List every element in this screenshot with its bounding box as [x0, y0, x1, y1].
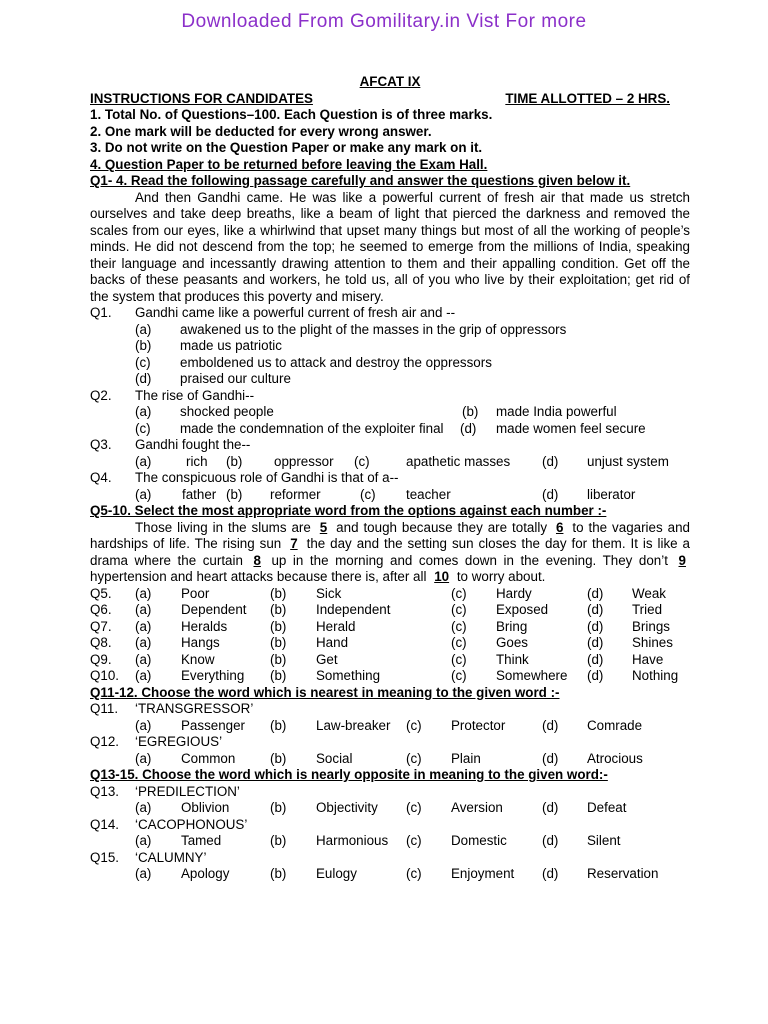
option-text: praised our culture	[180, 371, 291, 386]
section-heading: Q5-10. Select the most appropriate word from the options against each number :-	[90, 503, 607, 518]
question-q14	[90, 817, 690, 834]
option-label: (c)	[360, 486, 376, 502]
option-label: (b)	[270, 618, 287, 634]
option-text: made women feel secure	[496, 420, 646, 436]
question-number: Q15.	[90, 849, 120, 865]
option-label: (c)	[451, 585, 467, 601]
option-row	[90, 718, 690, 735]
option-text: Tried	[632, 602, 663, 617]
option-row	[90, 800, 690, 817]
question-number: Q5.	[90, 585, 112, 601]
option-label: (d)	[460, 420, 477, 436]
option-text: shocked people	[180, 404, 274, 419]
exam-title: AFCAT IX	[359, 74, 421, 89]
option-label: (a)	[135, 602, 152, 617]
option-text: Dependent	[181, 602, 247, 617]
passage-text: up in the morning and comes down in the evening. They don’t	[271, 552, 668, 568]
blank-number: 10	[434, 569, 450, 584]
question-number: Q9.	[90, 651, 112, 667]
option-row	[90, 454, 690, 471]
question-q12	[90, 734, 690, 751]
option-text: Hangs	[181, 635, 220, 650]
option-row	[90, 833, 690, 850]
option-text: Oblivion	[181, 800, 230, 815]
option-text: Get	[316, 651, 338, 667]
option-text: Hand	[316, 635, 349, 650]
option-text: Enjoyment	[451, 866, 515, 881]
option-text: Poor	[181, 585, 210, 601]
question-q15	[90, 850, 690, 867]
section-heading: Q1- 4. Read the following passage carefully and answer the questions given below it.	[90, 173, 631, 188]
option-label: (a)	[135, 651, 152, 667]
option-label: (d)	[587, 602, 604, 617]
option-row	[90, 404, 690, 421]
option-text: Goes	[496, 635, 529, 650]
question-q4	[90, 470, 690, 487]
option-label: (b)	[270, 585, 287, 601]
instruction-item: 3. Do not write on the Question Paper or make any mark on it.	[90, 140, 483, 155]
instruction-item: 4. Question Paper to be returned before leaving the Exam Hall.	[90, 156, 488, 172]
option-label: (b)	[270, 651, 287, 667]
option-label: (d)	[587, 668, 604, 683]
blank-number: 9	[678, 552, 686, 568]
option-row	[90, 635, 690, 652]
question-text: Gandhi fought the--	[135, 437, 251, 452]
option-text: Objectivity	[316, 800, 378, 815]
comprehension-passage: And then Gandhi came. He was like a powerful current of fresh air that made us stretch ourselves and take deep breaths, like a beam of light that pierced the darkness and removed the scales from our eyes, like a whirlwind that upset many things but most of all the working of people’s minds. He did not descend from the top; he seemed to emerge from the millions of India, speaking their language and incessantly drawing attention to them and their appalling condition. Get off the backs of these peasants and workers, he told us, all of you who live by their exploitation; get rid of the system that produces this poverty and misery.	[90, 189, 690, 304]
option-text: Protector	[451, 717, 506, 733]
option-label: (d)	[135, 371, 152, 386]
passage-text: to worry about.	[456, 569, 546, 584]
option-label: (b)	[270, 750, 287, 766]
option-text: Hardy	[496, 585, 532, 601]
time-allotted: TIME ALLOTTED – 2 HRS.	[505, 90, 670, 106]
question-number: Q13.	[90, 783, 120, 799]
cloze-passage	[90, 520, 690, 586]
option-label: (b)	[270, 717, 287, 733]
passage-text: hypertension and heart attacks because there is, after all	[90, 569, 427, 584]
option-label: (b)	[270, 635, 287, 650]
option-label: (d)	[542, 833, 559, 848]
question-number: Q4.	[90, 470, 112, 485]
option-text: emboldened us to attack and destroy the oppressors	[180, 354, 492, 370]
question-paper	[90, 74, 690, 883]
option-text: Everything	[181, 668, 245, 683]
option-row	[90, 355, 690, 372]
option-text: Aversion	[451, 800, 503, 815]
option-label: (d)	[542, 800, 559, 815]
option-row	[90, 866, 690, 883]
option-text: Tamed	[181, 833, 222, 848]
option-label: (d)	[587, 618, 604, 634]
passage-text: to the vagaries and hardships of life. The rising sun	[90, 519, 690, 551]
option-label: (c)	[406, 866, 422, 881]
instructions-heading: INSTRUCTIONS FOR CANDIDATES	[90, 90, 313, 106]
option-row	[90, 487, 690, 504]
option-text: unjust system	[587, 453, 669, 469]
option-text: rich	[186, 453, 208, 469]
question-number: Q6.	[90, 602, 112, 617]
section-heading: Q11-12. Choose the word which is nearest in meaning to the given word :-	[90, 684, 560, 700]
option-label: (c)	[406, 833, 422, 848]
option-text: Something	[316, 668, 381, 683]
option-label: (c)	[451, 651, 467, 667]
question-word: ‘TRANSGRESSOR’	[135, 701, 254, 716]
option-text: Have	[632, 651, 664, 667]
question-q3	[90, 437, 690, 454]
option-row	[90, 668, 690, 685]
question-word: ‘CALUMNY’	[135, 849, 207, 865]
question-q1	[90, 305, 690, 322]
section-heading: Q13-15. Choose the word which is nearly opposite in meaning to the given word:-	[90, 767, 608, 782]
option-text: Silent	[587, 833, 621, 848]
option-text: Law-breaker	[316, 717, 391, 733]
option-text: Shines	[632, 635, 673, 650]
question-q11	[90, 701, 690, 718]
question-word: ‘CACOPHONOUS’	[135, 816, 248, 832]
option-text: Exposed	[496, 602, 549, 617]
option-label: (c)	[354, 453, 370, 469]
instruction-item: 1. Total No. of Questions–100. Each Question is of three marks.	[90, 107, 493, 122]
passage-text: the day and the setting sun closes the day for them. It is like a drama where the curtain	[90, 536, 690, 568]
option-label: (a)	[135, 717, 152, 733]
option-label: (b)	[270, 800, 287, 815]
option-text: Harmonious	[316, 833, 389, 848]
option-row	[90, 421, 690, 438]
option-text: Bring	[496, 618, 528, 634]
option-text: teacher	[406, 486, 451, 502]
option-label: (c)	[135, 354, 151, 370]
question-number: Q14.	[90, 816, 120, 832]
option-text: Independent	[316, 602, 391, 617]
option-text: made India powerful	[496, 404, 617, 419]
option-label: (b)	[270, 866, 287, 881]
option-text: Brings	[632, 618, 670, 634]
option-text: Eulogy	[316, 866, 357, 881]
option-label: (c)	[451, 602, 467, 617]
option-label: (b)	[226, 453, 243, 469]
option-label: (d)	[542, 717, 559, 733]
option-label: (c)	[406, 800, 422, 815]
option-label: (c)	[406, 750, 422, 766]
option-label: (a)	[135, 404, 152, 419]
question-number: Q3.	[90, 437, 112, 452]
question-number: Q7.	[90, 618, 112, 634]
question-number: Q11.	[90, 701, 119, 716]
option-label: (b)	[226, 486, 243, 502]
option-label: (c)	[451, 635, 467, 650]
option-row	[90, 371, 690, 388]
option-row	[90, 602, 690, 619]
option-label: (c)	[451, 618, 467, 634]
option-text: Reservation	[587, 866, 659, 881]
option-label: (b)	[462, 404, 479, 419]
option-text: oppressor	[274, 453, 334, 469]
question-word: ‘EGREGIOUS’	[135, 734, 223, 749]
question-number: Q1.	[90, 305, 112, 320]
option-row	[90, 338, 690, 355]
instructions-header	[90, 91, 690, 108]
option-text: reformer	[270, 486, 321, 502]
option-text: Apology	[181, 866, 230, 881]
question-word: ‘PREDILECTION’	[135, 783, 240, 799]
option-text: made us patriotic	[180, 338, 282, 353]
option-label: (a)	[135, 585, 152, 601]
option-label: (d)	[587, 585, 604, 601]
question-text: Gandhi came like a powerful current of fresh air and --	[135, 305, 456, 320]
option-label: (a)	[135, 635, 152, 650]
option-label: (d)	[542, 453, 559, 469]
option-text: Comrade	[587, 717, 643, 733]
option-text: Atrocious	[587, 750, 643, 766]
option-label: (a)	[135, 750, 152, 766]
question-number: Q8.	[90, 635, 112, 650]
option-label: (b)	[270, 668, 287, 683]
question-q13	[90, 784, 690, 801]
option-label: (c)	[406, 717, 422, 733]
question-q2	[90, 388, 690, 405]
option-text: Think	[496, 651, 529, 667]
watermark-banner: Downloaded From Gomilitary.in Vist For more	[181, 11, 587, 32]
option-row	[90, 586, 690, 603]
option-text: Defeat	[587, 800, 627, 815]
option-row	[90, 619, 690, 636]
option-label: (a)	[135, 618, 152, 634]
option-row	[90, 652, 690, 669]
option-label: (c)	[451, 668, 467, 683]
option-text: liberator	[587, 486, 636, 502]
option-label: (c)	[135, 420, 151, 436]
option-row	[90, 751, 690, 768]
option-text: Nothing	[632, 668, 679, 683]
option-label: (b)	[270, 602, 287, 617]
option-label: (a)	[135, 800, 152, 815]
option-label: (a)	[135, 833, 152, 848]
option-text: Heralds	[181, 618, 228, 634]
blank-number: 7	[290, 536, 298, 551]
passage-text: Those living in the slums are	[135, 519, 311, 535]
option-label: (d)	[542, 486, 559, 502]
blank-number: 5	[319, 519, 328, 535]
option-text: Plain	[451, 750, 481, 766]
blank-number: 6	[555, 519, 564, 535]
option-text: Common	[181, 750, 236, 766]
option-text: awakened us to the plight of the masses in the grip of oppressors	[180, 321, 567, 337]
option-text: Know	[181, 651, 215, 667]
option-text: Social	[316, 750, 353, 766]
option-label: (a)	[135, 453, 152, 469]
option-label: (b)	[270, 833, 287, 848]
question-number: Q2.	[90, 387, 112, 403]
option-label: (a)	[135, 486, 152, 502]
option-label: (b)	[135, 338, 152, 353]
option-label: (a)	[135, 668, 152, 683]
option-text: apathetic masses	[406, 453, 511, 469]
option-label: (d)	[587, 651, 604, 667]
blank-number: 8	[253, 552, 261, 568]
question-number: Q12.	[90, 734, 120, 749]
option-text: Sick	[316, 585, 342, 601]
option-text: made the condemnation of the exploiter final	[180, 420, 444, 436]
question-number: Q10.	[90, 668, 120, 683]
option-label: (a)	[135, 321, 152, 337]
question-text: The rise of Gandhi--	[135, 387, 255, 403]
option-label: (a)	[135, 866, 152, 881]
option-row	[90, 322, 690, 339]
option-label: (d)	[542, 750, 559, 766]
option-text: father	[182, 486, 217, 502]
question-text: The conspicuous role of Gandhi is that of a--	[135, 470, 399, 485]
option-label: (d)	[542, 866, 559, 881]
option-text: Somewhere	[496, 668, 568, 683]
option-text: Herald	[316, 618, 356, 634]
option-label: (d)	[587, 635, 604, 650]
option-text: Passenger	[181, 717, 246, 733]
passage-text: and tough because they are totally	[336, 519, 548, 535]
option-text: Weak	[632, 585, 666, 601]
instruction-item: 2. One mark will be deducted for every wrong answer.	[90, 123, 432, 139]
option-text: Domestic	[451, 833, 507, 848]
